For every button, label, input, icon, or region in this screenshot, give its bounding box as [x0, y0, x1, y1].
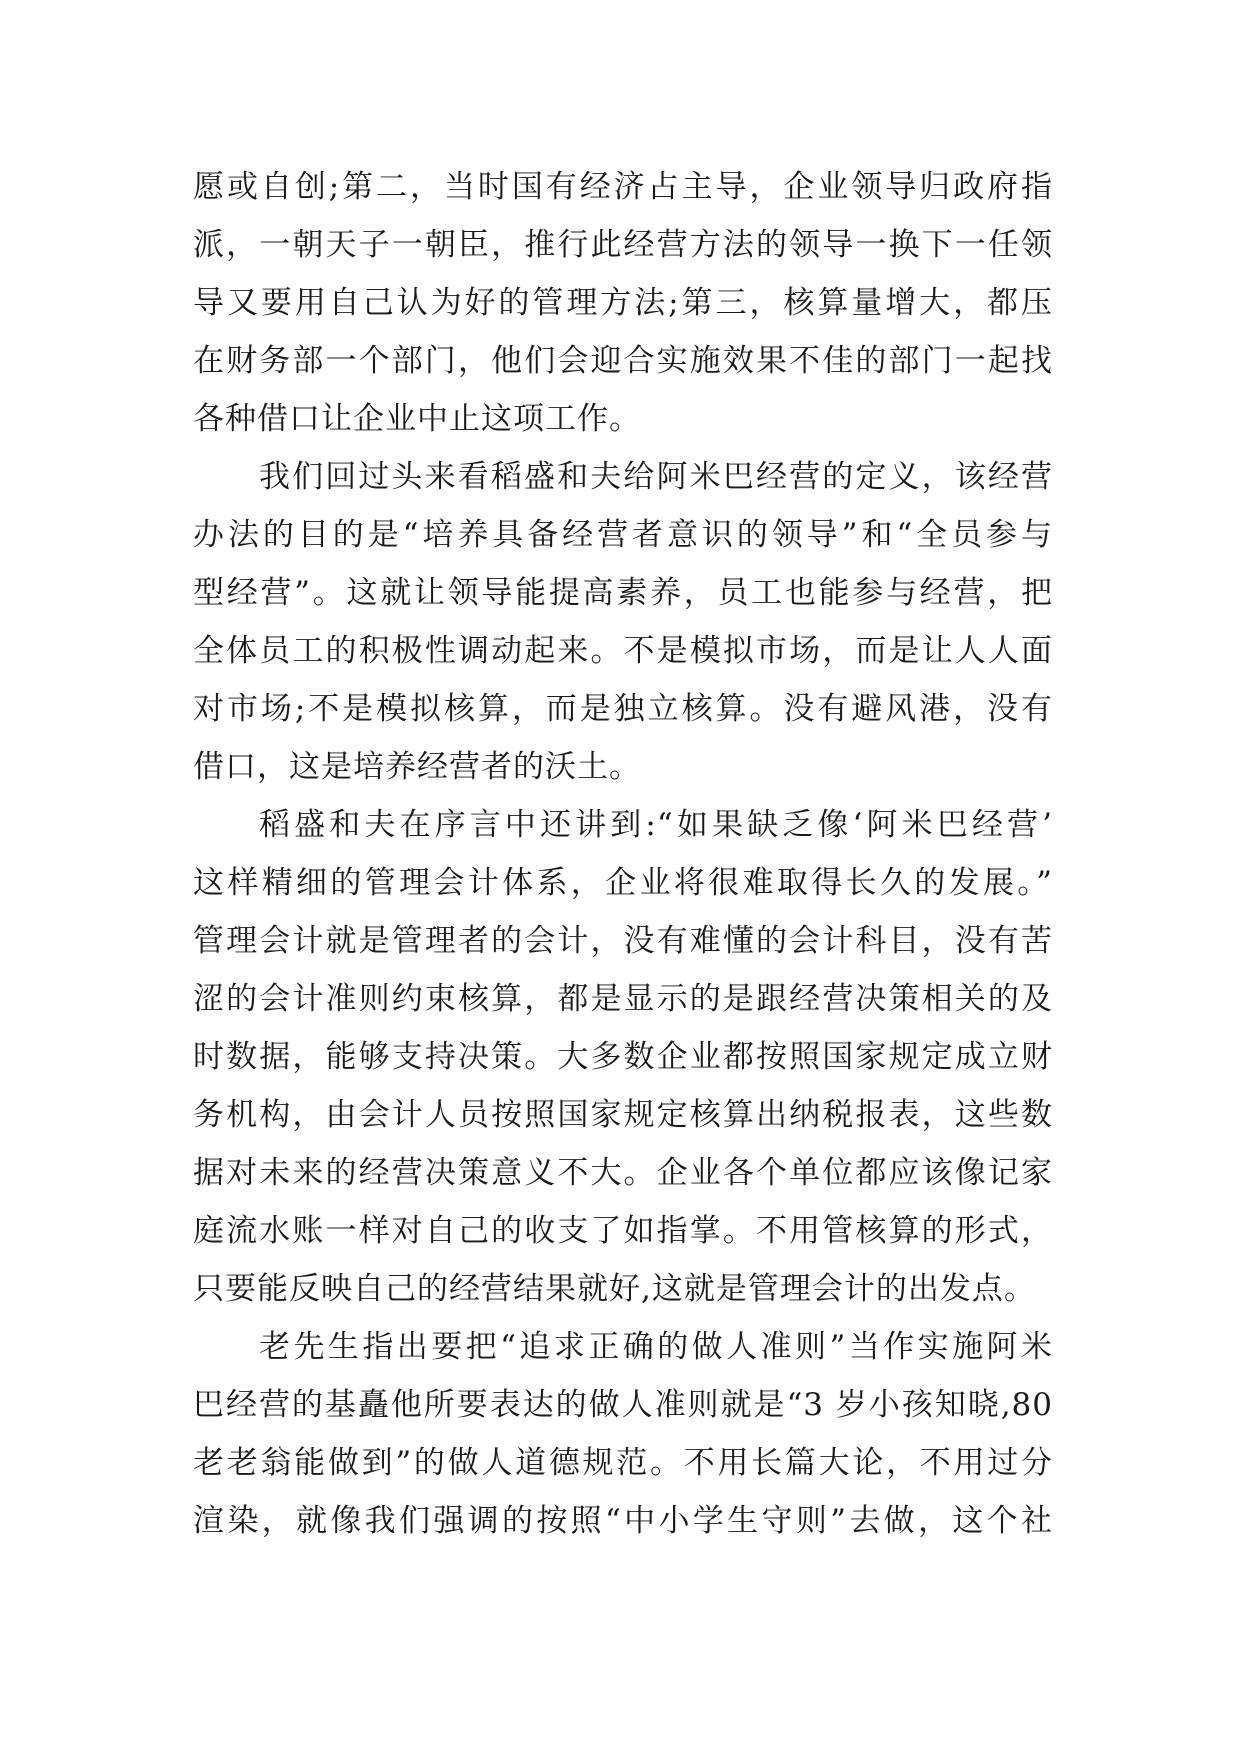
paragraph-first-line: 老先生指出要把“追求正确的做人准则”当作实施阿米: [259, 1329, 1053, 1365]
text-line: 型经营”。这就让领导能提高素养，员工也能参与经营，把: [193, 575, 1053, 611]
text-line: 愿或自创;第二，当时国有经济占主导，企业领导归政府指: [193, 169, 1053, 205]
text-line: 涩的会计准则约束核算，都是显示的是跟经营决策相关的及: [193, 981, 1053, 1017]
text-line: 借口，这是培养经营者的沃土。: [193, 749, 641, 785]
text-line: 在财务部一个部门，他们会迎合实施效果不佳的部门一起找: [193, 343, 1053, 379]
text-line: 办法的目的是“培养具备经营者意识的领导”和“全员参与: [193, 517, 1053, 553]
text-line: 时数据，能够支持决策。大多数企业都按照国家规定成立财: [193, 1039, 1053, 1075]
text-line: 庭流水账一样对自己的收支了如指掌。不用管核算的形式，: [193, 1213, 1053, 1249]
text-line: 全体员工的积极性调动起来。不是模拟市场，而是让人人面: [193, 633, 1053, 669]
text-line: 导又要用自己认为好的管理方法;第三，核算量增大，都压: [193, 285, 1053, 321]
body-text: [193, 158, 1053, 1550]
paragraph-first-line: 稻盛和夫在序言中还讲到:“如果缺乏像‘阿米巴经营’: [259, 807, 1053, 843]
text-line: 渲染，就像我们强调的按照“中小学生守则”去做，这个社: [193, 1503, 1053, 1539]
text-line: 各种借口让企业中止这项工作。: [193, 401, 641, 437]
text-line: 只要能反映自己的经营结果就好,这就是管理会计的出发点。: [193, 1271, 1036, 1307]
text-line: 据对未来的经营决策意义不大。企业各个单位都应该像记家: [193, 1155, 1053, 1191]
text-line: 派，一朝天子一朝臣，推行此经营方法的领导一换下一任领: [193, 227, 1053, 263]
text-line: 管理会计就是管理者的会计，没有难懂的会计科目，没有苦: [193, 923, 1053, 959]
text-line: 这样精细的管理会计体系，企业将很难取得长久的发展。”: [193, 865, 1053, 901]
text-line: 务机构，由会计人员按照国家规定核算出纳税报表，这些数: [193, 1097, 1053, 1133]
text-line: 巴经营的基矗他所要表达的做人准则就是“3 岁小孩知晓,80: [193, 1387, 1053, 1423]
paragraph-first-line: 我们回过头来看稻盛和夫给阿米巴经营的定义，该经营: [259, 459, 1053, 495]
text-line: 老老翁能做到”的做人道德规范。不用长篇大论，不用过分: [193, 1445, 1053, 1481]
text-line: 对市场;不是模拟核算，而是独立核算。没有避风港，没有: [193, 691, 1053, 727]
